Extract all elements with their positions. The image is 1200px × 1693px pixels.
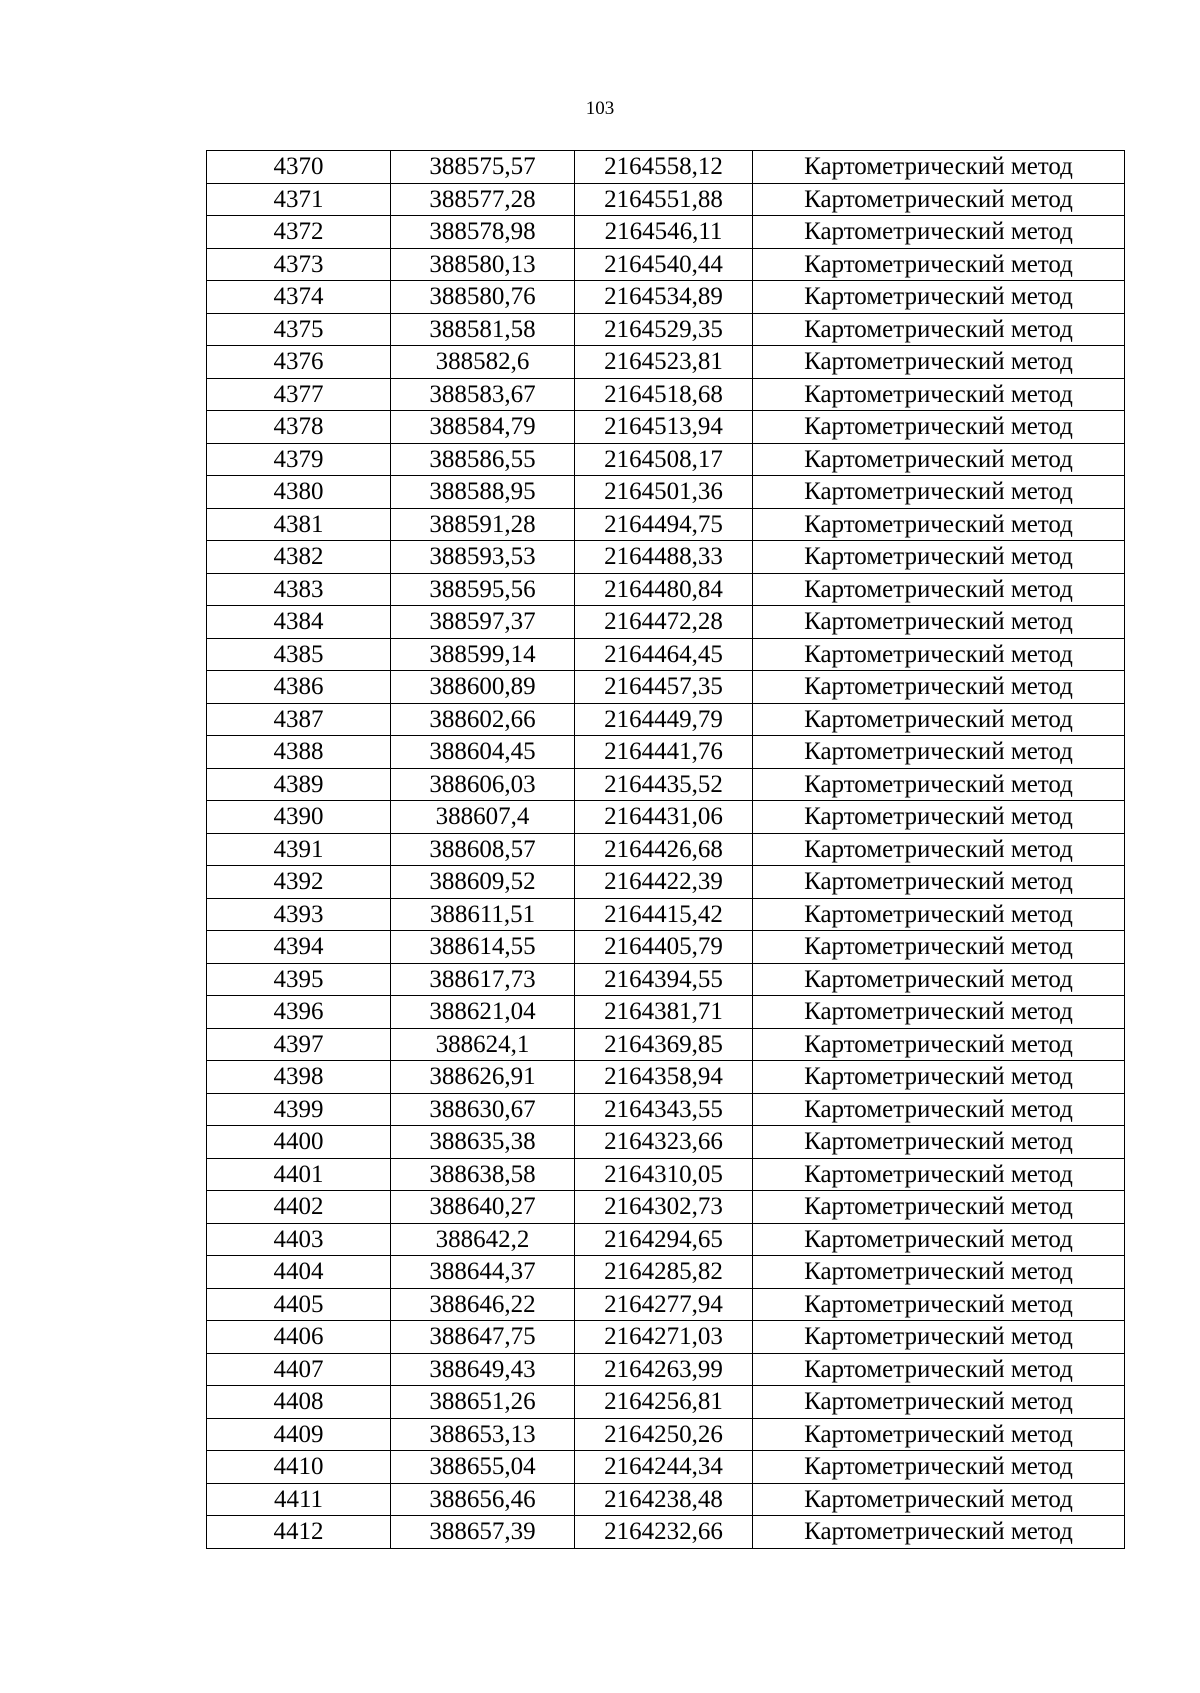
point-number-cell: 4406 bbox=[207, 1321, 391, 1354]
x-coordinate-cell: 388606,03 bbox=[391, 768, 575, 801]
point-number-cell: 4403 bbox=[207, 1223, 391, 1256]
point-number-cell: 4379 bbox=[207, 443, 391, 476]
y-coordinate-cell: 2164480,84 bbox=[575, 573, 753, 606]
table-row bbox=[207, 1256, 1125, 1289]
point-number-cell: 4380 bbox=[207, 476, 391, 509]
x-coordinate-cell: 388588,95 bbox=[391, 476, 575, 509]
point-number-cell: 4390 bbox=[207, 801, 391, 834]
y-coordinate-cell: 2164415,42 bbox=[575, 898, 753, 931]
table-row bbox=[207, 1386, 1125, 1419]
y-coordinate-cell: 2164426,68 bbox=[575, 833, 753, 866]
point-number-cell: 4405 bbox=[207, 1288, 391, 1321]
point-number-cell: 4392 bbox=[207, 866, 391, 899]
point-number-cell: 4396 bbox=[207, 996, 391, 1029]
coordinates-table-body bbox=[207, 151, 1125, 1549]
table-row bbox=[207, 1158, 1125, 1191]
y-coordinate-cell: 2164244,34 bbox=[575, 1451, 753, 1484]
point-number-cell: 4389 bbox=[207, 768, 391, 801]
method-cell: Картометрический метод bbox=[753, 671, 1125, 704]
method-cell: Картометрический метод bbox=[753, 183, 1125, 216]
y-coordinate-cell: 2164534,89 bbox=[575, 281, 753, 314]
table-row bbox=[207, 833, 1125, 866]
method-cell: Картометрический метод bbox=[753, 703, 1125, 736]
y-coordinate-cell: 2164405,79 bbox=[575, 931, 753, 964]
y-coordinate-cell: 2164457,35 bbox=[575, 671, 753, 704]
point-number-cell: 4408 bbox=[207, 1386, 391, 1419]
method-cell: Картометрический метод bbox=[753, 801, 1125, 834]
table-row bbox=[207, 671, 1125, 704]
table-row bbox=[207, 703, 1125, 736]
point-number-cell: 4411 bbox=[207, 1483, 391, 1516]
method-cell: Картометрический метод bbox=[753, 638, 1125, 671]
x-coordinate-cell: 388646,22 bbox=[391, 1288, 575, 1321]
y-coordinate-cell: 2164369,85 bbox=[575, 1028, 753, 1061]
point-number-cell: 4397 bbox=[207, 1028, 391, 1061]
x-coordinate-cell: 388582,6 bbox=[391, 346, 575, 379]
y-coordinate-cell: 2164546,11 bbox=[575, 216, 753, 249]
point-number-cell: 4400 bbox=[207, 1126, 391, 1159]
table-row bbox=[207, 1516, 1125, 1549]
method-cell: Картометрический метод bbox=[753, 216, 1125, 249]
method-cell: Картометрический метод bbox=[753, 1126, 1125, 1159]
method-cell: Картометрический метод bbox=[753, 768, 1125, 801]
point-number-cell: 4385 bbox=[207, 638, 391, 671]
method-cell: Картометрический метод bbox=[753, 1321, 1125, 1354]
y-coordinate-cell: 2164250,26 bbox=[575, 1418, 753, 1451]
method-cell: Картометрический метод bbox=[753, 1353, 1125, 1386]
method-cell: Картометрический метод bbox=[753, 1061, 1125, 1094]
table-row bbox=[207, 1451, 1125, 1484]
table-row bbox=[207, 508, 1125, 541]
table-row bbox=[207, 248, 1125, 281]
y-coordinate-cell: 2164271,03 bbox=[575, 1321, 753, 1354]
method-cell: Картометрический метод bbox=[753, 508, 1125, 541]
x-coordinate-cell: 388583,67 bbox=[391, 378, 575, 411]
method-cell: Картометрический метод bbox=[753, 1028, 1125, 1061]
y-coordinate-cell: 2164540,44 bbox=[575, 248, 753, 281]
point-number-cell: 4386 bbox=[207, 671, 391, 704]
x-coordinate-cell: 388597,37 bbox=[391, 606, 575, 639]
point-number-cell: 4370 bbox=[207, 151, 391, 184]
point-number-cell: 4388 bbox=[207, 736, 391, 769]
table-row bbox=[207, 1223, 1125, 1256]
point-number-cell: 4412 bbox=[207, 1516, 391, 1549]
x-coordinate-cell: 388644,37 bbox=[391, 1256, 575, 1289]
x-coordinate-cell: 388578,98 bbox=[391, 216, 575, 249]
method-cell: Картометрический метод bbox=[753, 151, 1125, 184]
point-number-cell: 4376 bbox=[207, 346, 391, 379]
y-coordinate-cell: 2164422,39 bbox=[575, 866, 753, 899]
table-row bbox=[207, 313, 1125, 346]
method-cell: Картометрический метод bbox=[753, 898, 1125, 931]
x-coordinate-cell: 388586,55 bbox=[391, 443, 575, 476]
point-number-cell: 4404 bbox=[207, 1256, 391, 1289]
point-number-cell: 4383 bbox=[207, 573, 391, 606]
x-coordinate-cell: 388624,1 bbox=[391, 1028, 575, 1061]
table-row bbox=[207, 411, 1125, 444]
y-coordinate-cell: 2164558,12 bbox=[575, 151, 753, 184]
method-cell: Картометрический метод bbox=[753, 1288, 1125, 1321]
table-row bbox=[207, 151, 1125, 184]
y-coordinate-cell: 2164449,79 bbox=[575, 703, 753, 736]
x-coordinate-cell: 388647,75 bbox=[391, 1321, 575, 1354]
x-coordinate-cell: 388651,26 bbox=[391, 1386, 575, 1419]
x-coordinate-cell: 388595,56 bbox=[391, 573, 575, 606]
point-number-cell: 4387 bbox=[207, 703, 391, 736]
y-coordinate-cell: 2164277,94 bbox=[575, 1288, 753, 1321]
x-coordinate-cell: 388621,04 bbox=[391, 996, 575, 1029]
coordinates-table bbox=[206, 150, 1125, 1549]
x-coordinate-cell: 388600,89 bbox=[391, 671, 575, 704]
point-number-cell: 4398 bbox=[207, 1061, 391, 1094]
point-number-cell: 4382 bbox=[207, 541, 391, 574]
y-coordinate-cell: 2164529,35 bbox=[575, 313, 753, 346]
method-cell: Картометрический метод bbox=[753, 866, 1125, 899]
x-coordinate-cell: 388649,43 bbox=[391, 1353, 575, 1386]
y-coordinate-cell: 2164394,55 bbox=[575, 963, 753, 996]
x-coordinate-cell: 388630,67 bbox=[391, 1093, 575, 1126]
table-row bbox=[207, 898, 1125, 931]
table-row bbox=[207, 1288, 1125, 1321]
point-number-cell: 4407 bbox=[207, 1353, 391, 1386]
x-coordinate-cell: 388599,14 bbox=[391, 638, 575, 671]
y-coordinate-cell: 2164513,94 bbox=[575, 411, 753, 444]
y-coordinate-cell: 2164501,36 bbox=[575, 476, 753, 509]
y-coordinate-cell: 2164343,55 bbox=[575, 1093, 753, 1126]
y-coordinate-cell: 2164523,81 bbox=[575, 346, 753, 379]
method-cell: Картометрический метод bbox=[753, 736, 1125, 769]
table-row bbox=[207, 638, 1125, 671]
point-number-cell: 4395 bbox=[207, 963, 391, 996]
table-row bbox=[207, 573, 1125, 606]
method-cell: Картометрический метод bbox=[753, 1516, 1125, 1549]
table-row bbox=[207, 443, 1125, 476]
point-number-cell: 4410 bbox=[207, 1451, 391, 1484]
point-number-cell: 4374 bbox=[207, 281, 391, 314]
method-cell: Картометрический метод bbox=[753, 1418, 1125, 1451]
table-row bbox=[207, 281, 1125, 314]
method-cell: Картометрический метод bbox=[753, 378, 1125, 411]
y-coordinate-cell: 2164518,68 bbox=[575, 378, 753, 411]
x-coordinate-cell: 388617,73 bbox=[391, 963, 575, 996]
point-number-cell: 4377 bbox=[207, 378, 391, 411]
x-coordinate-cell: 388581,58 bbox=[391, 313, 575, 346]
x-coordinate-cell: 388580,76 bbox=[391, 281, 575, 314]
point-number-cell: 4394 bbox=[207, 931, 391, 964]
x-coordinate-cell: 388611,51 bbox=[391, 898, 575, 931]
y-coordinate-cell: 2164381,71 bbox=[575, 996, 753, 1029]
method-cell: Картометрический метод bbox=[753, 313, 1125, 346]
method-cell: Картометрический метод bbox=[753, 1256, 1125, 1289]
method-cell: Картометрический метод bbox=[753, 1386, 1125, 1419]
x-coordinate-cell: 388642,2 bbox=[391, 1223, 575, 1256]
y-coordinate-cell: 2164472,28 bbox=[575, 606, 753, 639]
page-number: 103 bbox=[585, 98, 615, 119]
method-cell: Картометрический метод bbox=[753, 1191, 1125, 1224]
method-cell: Картометрический метод bbox=[753, 931, 1125, 964]
table-row bbox=[207, 768, 1125, 801]
table-row bbox=[207, 1191, 1125, 1224]
table-row bbox=[207, 1418, 1125, 1451]
method-cell: Картометрический метод bbox=[753, 1451, 1125, 1484]
x-coordinate-cell: 388609,52 bbox=[391, 866, 575, 899]
point-number-cell: 4375 bbox=[207, 313, 391, 346]
x-coordinate-cell: 388575,57 bbox=[391, 151, 575, 184]
y-coordinate-cell: 2164464,45 bbox=[575, 638, 753, 671]
table-row bbox=[207, 996, 1125, 1029]
y-coordinate-cell: 2164358,94 bbox=[575, 1061, 753, 1094]
x-coordinate-cell: 388656,46 bbox=[391, 1483, 575, 1516]
x-coordinate-cell: 388607,4 bbox=[391, 801, 575, 834]
method-cell: Картометрический метод bbox=[753, 573, 1125, 606]
x-coordinate-cell: 388657,39 bbox=[391, 1516, 575, 1549]
table-row bbox=[207, 736, 1125, 769]
table-row bbox=[207, 801, 1125, 834]
table-row bbox=[207, 183, 1125, 216]
x-coordinate-cell: 388604,45 bbox=[391, 736, 575, 769]
method-cell: Картометрический метод bbox=[753, 606, 1125, 639]
y-coordinate-cell: 2164441,76 bbox=[575, 736, 753, 769]
point-number-cell: 4384 bbox=[207, 606, 391, 639]
table-row bbox=[207, 216, 1125, 249]
method-cell: Картометрический метод bbox=[753, 1093, 1125, 1126]
x-coordinate-cell: 388591,28 bbox=[391, 508, 575, 541]
y-coordinate-cell: 2164232,66 bbox=[575, 1516, 753, 1549]
x-coordinate-cell: 388602,66 bbox=[391, 703, 575, 736]
table-row bbox=[207, 1061, 1125, 1094]
y-coordinate-cell: 2164551,88 bbox=[575, 183, 753, 216]
y-coordinate-cell: 2164488,33 bbox=[575, 541, 753, 574]
y-coordinate-cell: 2164263,99 bbox=[575, 1353, 753, 1386]
method-cell: Картометрический метод bbox=[753, 281, 1125, 314]
table-row bbox=[207, 346, 1125, 379]
x-coordinate-cell: 388635,38 bbox=[391, 1126, 575, 1159]
table-row bbox=[207, 931, 1125, 964]
y-coordinate-cell: 2164323,66 bbox=[575, 1126, 753, 1159]
point-number-cell: 4371 bbox=[207, 183, 391, 216]
method-cell: Картометрический метод bbox=[753, 963, 1125, 996]
table-row bbox=[207, 963, 1125, 996]
table-row bbox=[207, 476, 1125, 509]
method-cell: Картометрический метод bbox=[753, 1223, 1125, 1256]
table-row bbox=[207, 541, 1125, 574]
x-coordinate-cell: 388638,58 bbox=[391, 1158, 575, 1191]
method-cell: Картометрический метод bbox=[753, 346, 1125, 379]
point-number-cell: 4391 bbox=[207, 833, 391, 866]
x-coordinate-cell: 388584,79 bbox=[391, 411, 575, 444]
table-row bbox=[207, 1483, 1125, 1516]
method-cell: Картометрический метод bbox=[753, 248, 1125, 281]
point-number-cell: 4409 bbox=[207, 1418, 391, 1451]
point-number-cell: 4378 bbox=[207, 411, 391, 444]
y-coordinate-cell: 2164302,73 bbox=[575, 1191, 753, 1224]
y-coordinate-cell: 2164508,17 bbox=[575, 443, 753, 476]
y-coordinate-cell: 2164238,48 bbox=[575, 1483, 753, 1516]
method-cell: Картометрический метод bbox=[753, 996, 1125, 1029]
x-coordinate-cell: 388614,55 bbox=[391, 931, 575, 964]
table-row bbox=[207, 1321, 1125, 1354]
x-coordinate-cell: 388655,04 bbox=[391, 1451, 575, 1484]
y-coordinate-cell: 2164294,65 bbox=[575, 1223, 753, 1256]
y-coordinate-cell: 2164310,05 bbox=[575, 1158, 753, 1191]
table-row bbox=[207, 606, 1125, 639]
method-cell: Картометрический метод bbox=[753, 833, 1125, 866]
table-row bbox=[207, 1126, 1125, 1159]
method-cell: Картометрический метод bbox=[753, 1158, 1125, 1191]
y-coordinate-cell: 2164431,06 bbox=[575, 801, 753, 834]
method-cell: Картометрический метод bbox=[753, 443, 1125, 476]
point-number-cell: 4373 bbox=[207, 248, 391, 281]
point-number-cell: 4401 bbox=[207, 1158, 391, 1191]
method-cell: Картометрический метод bbox=[753, 541, 1125, 574]
table-row bbox=[207, 1093, 1125, 1126]
x-coordinate-cell: 388640,27 bbox=[391, 1191, 575, 1224]
table-row bbox=[207, 1353, 1125, 1386]
point-number-cell: 4381 bbox=[207, 508, 391, 541]
y-coordinate-cell: 2164285,82 bbox=[575, 1256, 753, 1289]
table-row bbox=[207, 1028, 1125, 1061]
method-cell: Картометрический метод bbox=[753, 476, 1125, 509]
method-cell: Картометрический метод bbox=[753, 1483, 1125, 1516]
x-coordinate-cell: 388593,53 bbox=[391, 541, 575, 574]
table-row bbox=[207, 866, 1125, 899]
point-number-cell: 4393 bbox=[207, 898, 391, 931]
point-number-cell: 4399 bbox=[207, 1093, 391, 1126]
x-coordinate-cell: 388580,13 bbox=[391, 248, 575, 281]
x-coordinate-cell: 388577,28 bbox=[391, 183, 575, 216]
table-row bbox=[207, 378, 1125, 411]
x-coordinate-cell: 388626,91 bbox=[391, 1061, 575, 1094]
x-coordinate-cell: 388653,13 bbox=[391, 1418, 575, 1451]
y-coordinate-cell: 2164494,75 bbox=[575, 508, 753, 541]
y-coordinate-cell: 2164435,52 bbox=[575, 768, 753, 801]
point-number-cell: 4402 bbox=[207, 1191, 391, 1224]
point-number-cell: 4372 bbox=[207, 216, 391, 249]
method-cell: Картометрический метод bbox=[753, 411, 1125, 444]
y-coordinate-cell: 2164256,81 bbox=[575, 1386, 753, 1419]
x-coordinate-cell: 388608,57 bbox=[391, 833, 575, 866]
